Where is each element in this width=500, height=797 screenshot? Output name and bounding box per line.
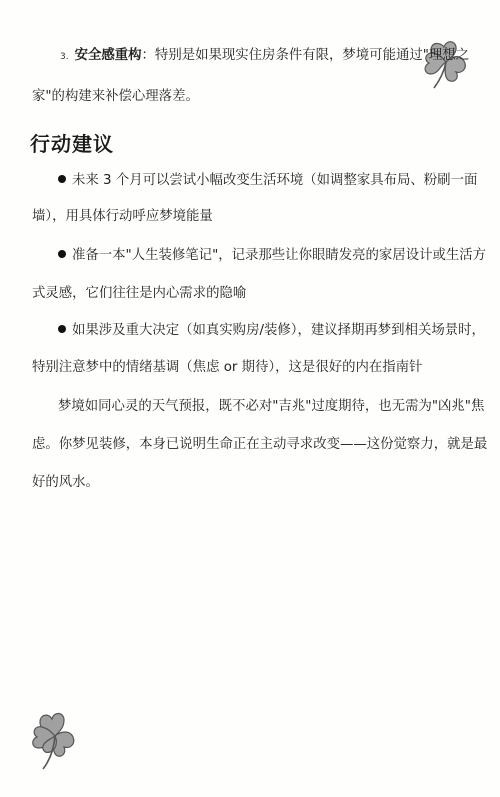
clover-icon (26, 706, 84, 772)
item-3-line-1 (60, 46, 469, 67)
item-3-line-2: 家"的构建来补偿心理落差。 (32, 89, 199, 104)
bullet-text: 准备一本"人生装修笔记"，记录那些让你眼睛发亮的家居设计或生活方 (72, 248, 487, 263)
bullet-text: 未来 3 个月可以尝试小幅改变生活环境（如调整家具布局、粉刷一面 (72, 173, 478, 188)
bullet-icon (58, 250, 66, 258)
section-heading: 行动建议 (30, 132, 114, 156)
bullet-item-2-line-2: 式灵感，它们往往是内心需求的隐喻 (32, 286, 247, 301)
item-number: 3. (60, 52, 69, 62)
closing-line-3: 好的风水。 (32, 475, 99, 490)
closing-line-2: 虑。你梦见装修，本身已说明生命正在主动寻求改变——这份觉察力，就是最 (32, 437, 488, 452)
item-3-text: ：特别是如果现实住房条件有限，梦境可能通过"理想之 (141, 48, 470, 63)
bullet-icon (58, 325, 66, 333)
bullet-item-3-line-1 (58, 321, 485, 341)
bullet-text: 如果涉及重大决定（如真实购房/装修），建议择期再梦到相关场景时， (72, 323, 485, 338)
bullet-item-2-line-1 (58, 246, 486, 266)
bullet-icon (58, 175, 66, 183)
bullet-item-3-line-2: 特别注意梦中的情绪基调（焦虑 or 期待），这是很好的内在指南针 (32, 360, 423, 375)
bullet-item-1-line-2: 墙），用具体行动呼应梦境能量 (32, 209, 213, 224)
item-3-bold-term: 安全感重构 (74, 48, 142, 63)
bullet-item-1-line-1 (58, 171, 477, 191)
closing-line-1: 梦境如同心灵的天气预报，既不必对"吉兆"过度期待，也无需为"凶兆"焦 (58, 399, 485, 414)
